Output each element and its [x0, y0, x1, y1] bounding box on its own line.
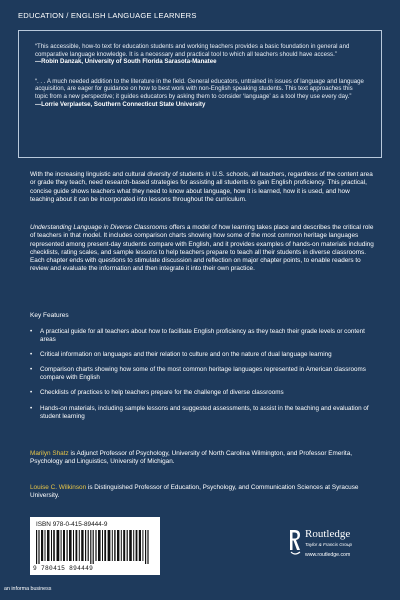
informa-footer: an informa business	[4, 586, 52, 592]
publisher-url: www.routledge.com	[305, 552, 351, 558]
endorsement-box	[18, 30, 382, 158]
description-paragraph-2-text: offers a model of how learning takes place and describes the critical role of teachers in that model. It includes comparison charts showing how some of the most common heritage languages represented among present-day students compare with English, and it provides examples of hands-on materials including checklists, rating scales, and sample lessons to help teachers prepare to teach all their students in diverse classrooms. Each chapter ends with questions to stimulate discussion and reflection on major chapter points, to enable readers to review and evaluate the information and then integrate it into their own practice.	[30, 224, 374, 273]
key-features-list	[30, 328, 375, 428]
bullet-icon: •	[30, 404, 33, 412]
category-label: EDUCATION / ENGLISH LANGUAGE LEARNERS	[18, 11, 197, 20]
publisher-group: Taylor & Francis Group	[305, 542, 353, 547]
endorsement-quote-1: “This accessible, how-to text for education students and working teachers provides a basic foundation in general and comparative language knowledge. It is a necessary and practical tool to which all teachers should have access.”	[35, 43, 350, 58]
bullet-icon: •	[30, 389, 33, 397]
publisher-block	[288, 528, 388, 568]
key-feature-text: Critical information on languages and their relation to culture and on the nature of dual language learning	[40, 351, 332, 359]
list-item	[30, 351, 375, 359]
key-feature-text: A practical guide for all teachers about how to facilitate English proficiency as they teach their grade levels or content areas	[40, 328, 365, 344]
routledge-logo-icon	[288, 528, 302, 558]
description-paragraph-2	[30, 224, 375, 274]
isbn-barcode	[30, 517, 160, 575]
book-title-inline: Understanding Language in Diverse Classrooms	[30, 224, 168, 231]
list-item	[30, 366, 375, 382]
list-item	[30, 328, 375, 344]
barcode-digits: 9 780415 894449	[33, 565, 94, 572]
author-bio-2	[30, 484, 375, 501]
author-bio-text-1: is Adjunct Professor of Psychology, University of North Carolina Wilmington, and Professor Emerita, Psychology and Linguistics, University of Michigan.	[30, 450, 353, 466]
bullet-icon: •	[30, 366, 33, 374]
author-name-1: Marilyn Shatz	[30, 450, 69, 457]
isbn-text: ISBN 978-0-415-89444-9	[36, 521, 108, 528]
endorsement-attribution-1: —Robin Danzak, University of South Florida Sarasota-Manatee	[35, 58, 217, 66]
list-item	[30, 405, 375, 421]
description-paragraph-1: With the increasing linguistic and cultural diversity of students in U.S. schools, all teachers, regardless of the content area or grade they teach, need research-based strategies for assisting all students to gain English proficiency. This practical, concise guide shows teachers what they need to know about language, how it is learned, how it is used, and how teaching about it can be incorporated into lessons throughout the curriculum.	[30, 171, 373, 203]
list-item	[30, 389, 375, 397]
publisher-name: Routledge	[305, 528, 351, 540]
key-feature-text: Comparison charts showing how some of the most common heritage languages represented in American classrooms compare with English	[40, 366, 366, 382]
key-feature-text: Checklists of practices to help teachers prepare for the challenge of diverse classrooms	[40, 389, 284, 397]
endorsement-attribution-2: —Lorrie Verplaetse, Southern Connecticut State University	[35, 100, 206, 108]
author-bio-text-2: is Distinguished Professor of Education, Psychology, and Communication Sciences at Syracuse University.	[30, 484, 359, 500]
author-name-2: Louise C. Wilkinson	[30, 484, 87, 491]
key-features-heading: Key Features	[30, 312, 69, 319]
bullet-icon: •	[30, 328, 33, 335]
key-feature-text: Hands-on materials, including sample lessons and suggested assessments, to assist in the teaching and evaluation of student learning	[40, 404, 369, 420]
author-bio-1	[30, 450, 375, 467]
bullet-icon: •	[30, 351, 33, 359]
barcode-icon	[36, 530, 154, 564]
endorsement-quote-2: “. . . A much needed addition to the literature in the field. General educators, untrained in issues of language and language acquisition, are eager for guidance on how to best work with non-English speaking students. This text approaches this topic from a new perspective; it guides educators by asking them to consider ‘language’ as a tool they use every day.”	[35, 77, 364, 100]
